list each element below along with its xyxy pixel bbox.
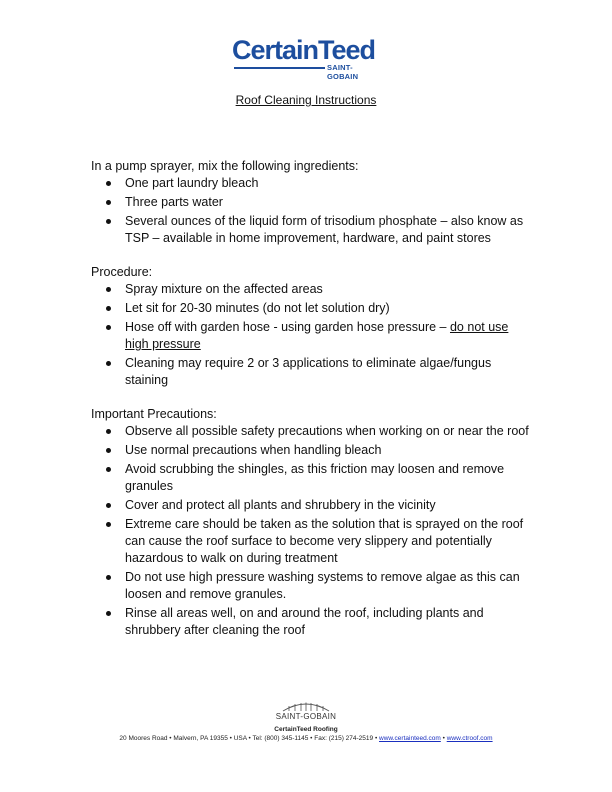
ctroof-link[interactable]: www.ctroof.com	[446, 735, 493, 742]
saint-gobain-arch-icon	[275, 700, 337, 712]
procedure-heading: Procedure:	[91, 265, 153, 279]
list-item: Use normal precautions when handling bleach	[125, 442, 531, 459]
procedure-list	[91, 281, 531, 389]
list-item: Let sit for 20-30 minutes (do not let solution dry)	[125, 300, 531, 317]
list-item: Three parts water	[125, 194, 531, 211]
list-item: Observe all possible safety precautions when working on or near the roof	[125, 423, 531, 440]
list-item: One part laundry bleach	[125, 175, 531, 192]
list-item: Avoid scrubbing the shingles, as this friction may loosen and remove granules	[125, 461, 531, 495]
hose-warning-underlined: do not use high pressure	[125, 320, 509, 351]
logo-brand: CertainTeed	[232, 35, 376, 65]
footer-company: CertainTeed Roofing	[274, 726, 338, 733]
list-item: Cleaning may require 2 or 3 applications to eliminate algae/fungus staining	[125, 355, 531, 389]
list-item: Several ounces of the liquid form of trisodium phosphate – also know as TSP – available in home improvement, hardware, and paint stores	[125, 213, 531, 247]
logo-underline	[234, 67, 325, 69]
procedure-section	[91, 264, 531, 389]
ingredients-section	[91, 158, 531, 247]
list-item: Rinse all areas well, on and around the roof, including plants and shrubbery after cleaning the roof	[125, 605, 531, 639]
hose-text: Hose off with garden hose - using garden hose pressure –	[125, 320, 450, 334]
document-body	[91, 158, 531, 656]
list-item: Spray mixture on the affected areas	[125, 281, 531, 298]
list-item-hose	[125, 319, 531, 353]
ingredients-list	[91, 175, 531, 247]
precautions-list	[91, 423, 531, 639]
certainteed-logo	[232, 35, 382, 81]
footer-address-line	[0, 735, 612, 742]
footer-address: 20 Moores Road • Malvern, PA 19355 • USA • Tel: (800) 345-1145 • Fax: (215) 274-2519 •	[119, 735, 380, 742]
ingredients-heading: In a pump sprayer, mix the following ingredients:	[91, 159, 359, 173]
list-item: Do not use high pressure washing systems to remove algae as this can loosen and remove granules.	[125, 569, 531, 603]
page-title: Roof Cleaning Instructions	[235, 93, 377, 107]
certainteed-link[interactable]: www.certainteed.com	[379, 735, 441, 742]
saint-gobain-text: SAINT-GOBAIN	[275, 712, 337, 721]
list-item: Extreme care should be taken as the solution that is sprayed on the roof can cause the roof surface to become very slippery and potentially hazardous to walk on during treatment	[125, 516, 531, 567]
logo-sub: SAINT-GOBAIN	[327, 63, 359, 81]
list-item: Cover and protect all plants and shrubbery in the vicinity	[125, 497, 531, 514]
precautions-heading: Important Precautions:	[91, 407, 217, 421]
footer-separator: •	[440, 735, 447, 742]
precautions-section	[91, 406, 531, 639]
